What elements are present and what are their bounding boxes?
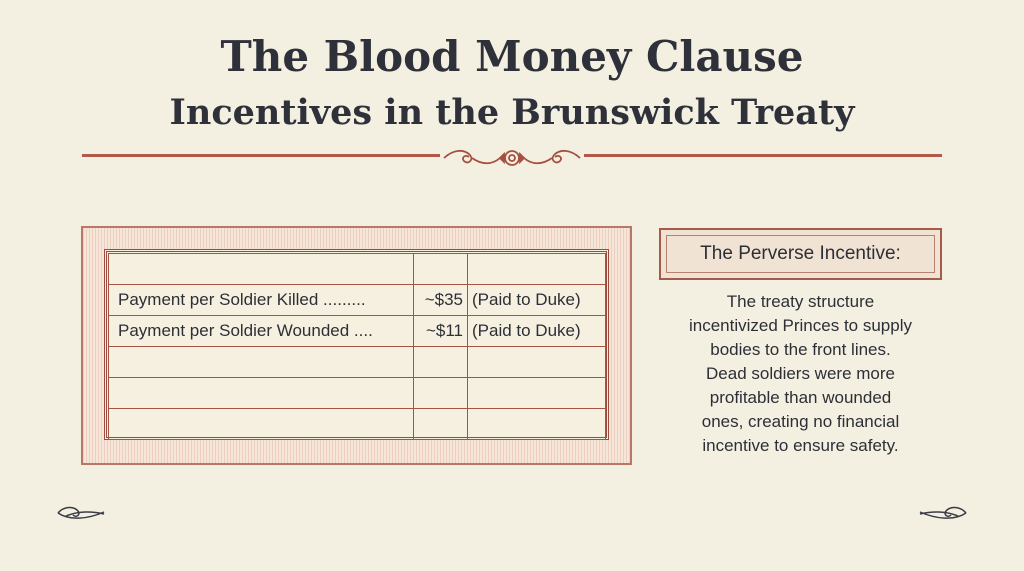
description-line: The treaty structure: [726, 292, 875, 311]
scroll-ornament-icon: [442, 145, 582, 171]
payment-wounded-label: Payment per Soldier Wounded ....: [109, 316, 414, 347]
table-row: [109, 347, 606, 378]
table-row: [109, 285, 606, 316]
page-subtitle: Incentives in the Brunswick Treaty: [169, 92, 855, 133]
table-cell: [414, 254, 468, 285]
flourish-right-icon: [918, 503, 968, 523]
table-cell: [468, 378, 606, 409]
table-cell: [414, 409, 468, 440]
table-row: [109, 254, 606, 285]
table-row: [109, 316, 606, 347]
incentive-heading: The Perverse Incentive:: [700, 243, 901, 264]
description-line: incentive to ensure safety.: [702, 436, 899, 455]
table-cell: [414, 347, 468, 378]
divider-left: [82, 154, 440, 157]
payment-wounded-recipient: (Paid to Duke): [468, 316, 606, 347]
table-row: [109, 409, 606, 440]
incentive-heading-box: [659, 228, 942, 280]
table-cell: [414, 378, 468, 409]
page-title: The Blood Money Clause: [220, 32, 804, 81]
description-line: bodies to the front lines.: [710, 340, 891, 359]
description-line: profitable than wounded: [709, 388, 892, 407]
table-cell: [468, 409, 606, 440]
payment-killed-label: Payment per Soldier Killed .........: [109, 285, 414, 316]
incentive-heading-frame: [666, 235, 935, 273]
description-line: incentivized Princes to supply: [688, 316, 912, 335]
table-cell: [109, 347, 414, 378]
description-line: Dead soldiers were more: [706, 364, 895, 383]
table-cell: [109, 378, 414, 409]
payment-killed-recipient: (Paid to Duke): [468, 285, 606, 316]
payment-ledger-table: [108, 253, 606, 440]
description-line: ones, creating no financial: [701, 412, 900, 431]
flourish-left-icon: [56, 503, 106, 523]
table-cell: [468, 347, 606, 378]
table-cell: [109, 254, 414, 285]
divider-right: [584, 154, 942, 157]
table-row: [109, 378, 606, 409]
table-cell: [468, 254, 606, 285]
incentive-description: [659, 290, 942, 458]
table-cell: [109, 409, 414, 440]
payment-wounded-amount: ~$11: [414, 316, 468, 347]
payment-killed-amount: ~$35: [414, 285, 468, 316]
